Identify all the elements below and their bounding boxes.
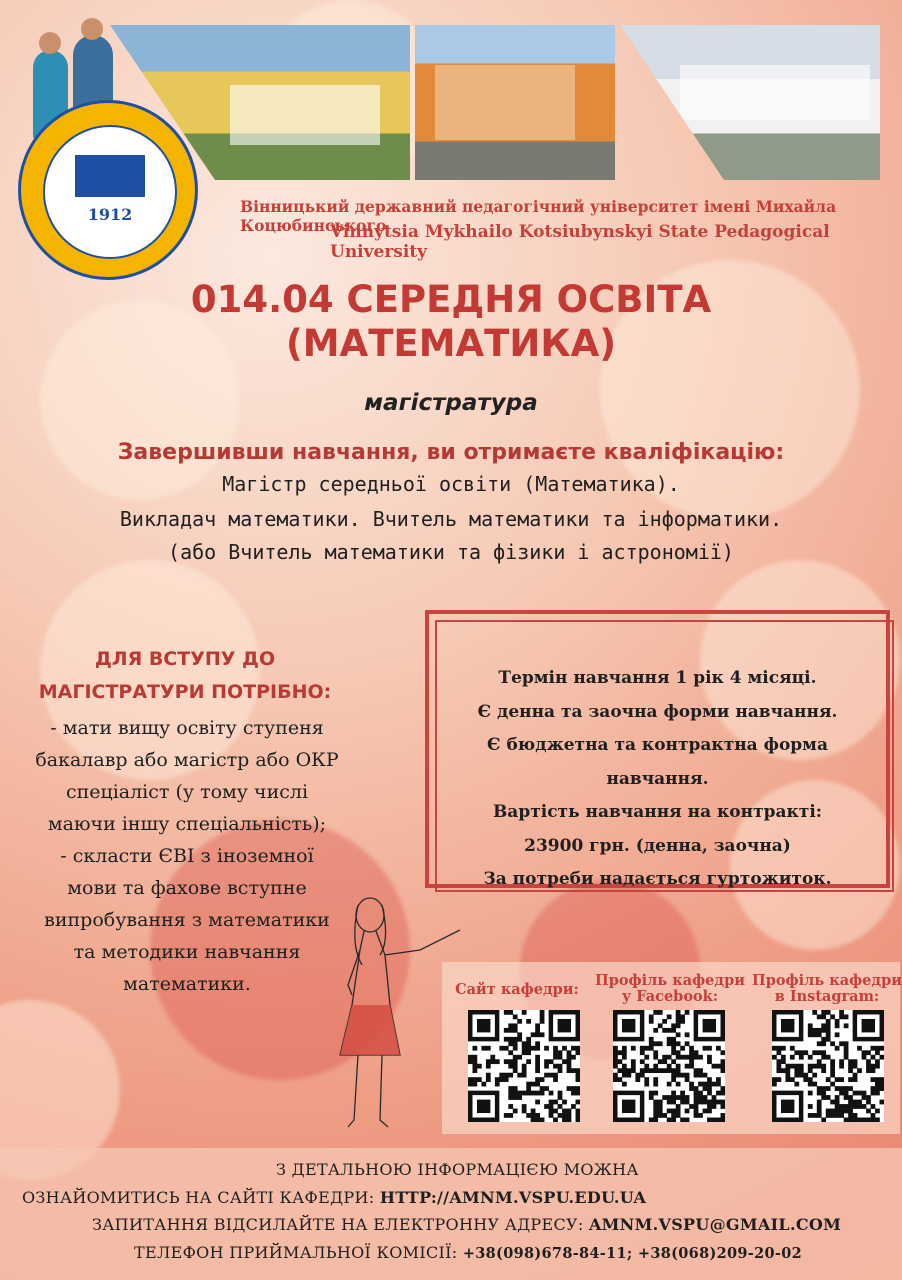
info-line: навчання.: [606, 768, 709, 789]
title-line-1: 014.04 СЕРЕДНЯ ОСВІТА: [190, 278, 712, 321]
title-line-2: (МАТЕМАТИКА): [285, 322, 617, 365]
info-line: Термін навчання 1 рік 4 місяці.: [498, 668, 817, 688]
footer-line-2: [22, 1188, 646, 1207]
qualification-line: Магістр середньої освіти (Математика).: [222, 472, 680, 496]
header-photos: [110, 25, 880, 180]
requirements-heading: [20, 643, 350, 709]
footer-site-label: ОЗНАЙОМИТИСЬ НА САЙТІ КАФЕДРИ:: [22, 1188, 380, 1207]
qr-code-site[interactable]: [468, 1010, 580, 1122]
requirements-line: та методики навчання: [73, 941, 301, 963]
footer-email-label: ЗАПИТАННЯ ВІДСИЛАЙТЕ НА ЕЛЕКТРОННУ АДРЕСУ:: [92, 1215, 589, 1234]
info-line: Вартість навчання на контракті:: [492, 802, 823, 822]
qr-label-facebook-line-1: Профіль кафедри: [595, 972, 745, 989]
campus-photo-3: [620, 25, 880, 180]
info-line: Є бюджетна та контрактна форма: [487, 735, 828, 755]
requirements-line: спеціаліст (у тому числі: [65, 781, 309, 803]
footer-phone-label: ТЕЛЕФОН ПРИЙМАЛЬНОЇ КОМІСІЇ:: [134, 1243, 463, 1262]
requirements-line: маючи іншу спеціальність);: [47, 813, 327, 835]
requirements-heading-line-1: ДЛЯ ВСТУПУ ДО: [94, 648, 276, 670]
logo-building-icon: [75, 155, 145, 197]
study-info: [425, 662, 890, 897]
page-title: [0, 278, 902, 366]
university-name-en: Vinnytsia Mykhailo Kotsiubynskyi State Pedagogical University: [330, 222, 830, 262]
requirements-line: математики.: [123, 973, 251, 995]
footer-line-1: З ДЕТАЛЬНОЮ ІНФОРМАЦІЄЮ МОЖНА: [276, 1160, 639, 1179]
requirements-line: випробування з математики: [44, 909, 330, 931]
requirements-line: - скласти ЄВІ з іноземної: [60, 845, 314, 867]
info-line: 23900 грн. (денна, заочна): [524, 835, 791, 856]
department-email-link[interactable]: AMNM.VSPU@GMAIL.COM: [588, 1215, 842, 1234]
admission-phone-numbers[interactable]: +38(098)678-84-11; +38(068)209-20-02: [462, 1245, 802, 1262]
qr-label-facebook: [590, 973, 750, 1005]
requirements-line: - мати вищу освіту ступеня: [50, 717, 324, 739]
requirements-list: [12, 712, 362, 1000]
info-line: Є денна та заочна форми навчання.: [477, 701, 838, 722]
department-website-link[interactable]: HTTP://AMNM.VSPU.EDU.UA: [379, 1188, 647, 1207]
qr-code-instagram[interactable]: [772, 1010, 884, 1122]
requirements-line: бакалавр або магістр або ОКР: [35, 749, 339, 771]
footer-line-3: [92, 1215, 841, 1234]
qr-label-instagram: [752, 973, 902, 1005]
university-logo: [18, 100, 198, 280]
requirements-heading-line-2: МАГІСТРАТУРИ ПОТРІБНО:: [38, 681, 332, 703]
subtitle: магістратура: [364, 390, 538, 416]
qr-label-site: Сайт кафедри:: [455, 981, 579, 998]
info-line: За потреби надається гуртожиток.: [483, 869, 832, 889]
campus-photo-2: [415, 25, 615, 180]
qualification-line: Викладач математики. Вчитель математики та інформатики.: [119, 507, 783, 531]
logo-year: 1912: [87, 205, 133, 224]
qr-code-facebook[interactable]: [613, 1010, 725, 1122]
requirements-line: мови та фахове вступне: [67, 877, 307, 899]
qr-label-instagram-line-2: в Instagram:: [774, 988, 880, 1005]
qualification-line: (або Вчитель математики та фізики і астрономії): [168, 540, 734, 564]
university-name-ua: Вінницький державний педагогічний університет імені Михайла Коцюбинського: [240, 197, 837, 235]
footer-line-4: [134, 1243, 802, 1262]
qualification-heading: Завершивши навчання, ви отримаєте кваліфікацію:: [117, 440, 785, 465]
qr-label-facebook-line-2: у Facebook:: [621, 988, 719, 1005]
qr-label-instagram-line-1: Профіль кафедри: [752, 972, 902, 989]
